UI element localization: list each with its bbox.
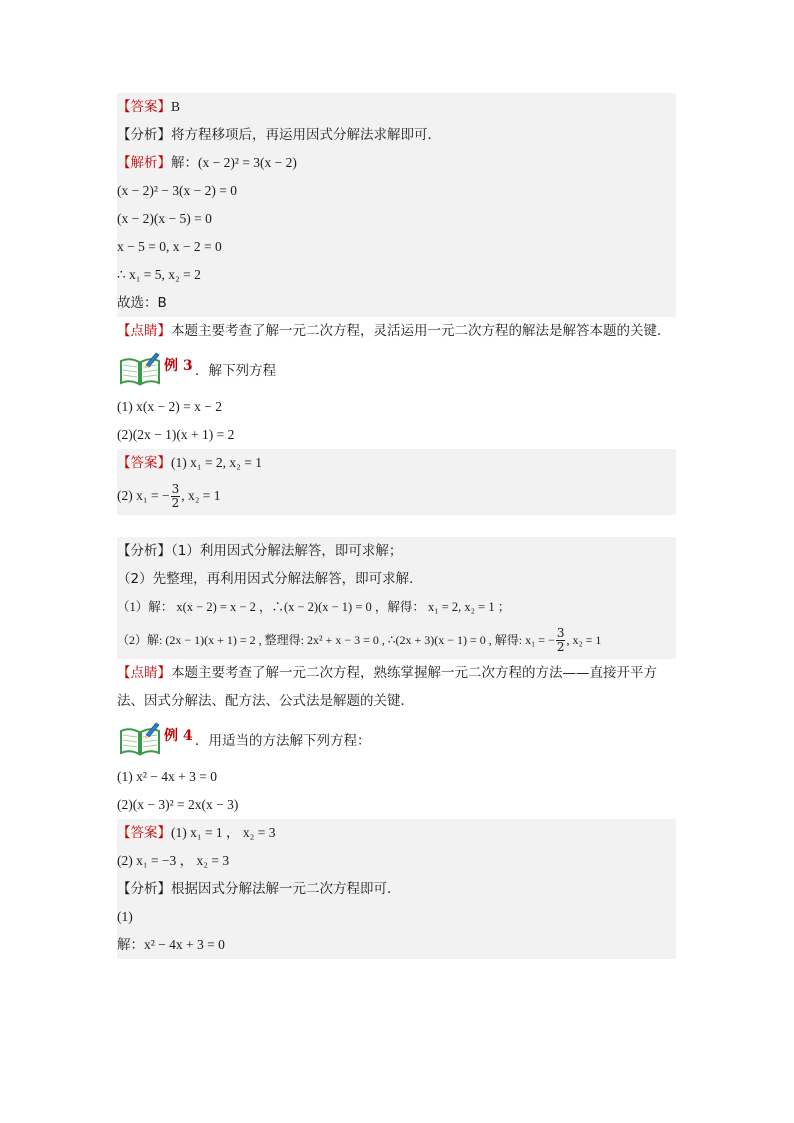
ex4-sol-lead: 解： bbox=[117, 937, 144, 953]
ex3-sol2-post: , x₂ = 1 bbox=[566, 633, 602, 647]
ex3-analysis-2 bbox=[117, 565, 676, 593]
ex3-analysis-1-text: （1）利用因式分解法解答，即可求解； bbox=[171, 543, 403, 559]
ex3-ans2-fraction bbox=[171, 483, 181, 510]
ex3-comment-text: 本题主要考查了解一元二次方程，熟练掌握解一元二次方程的方法——直接开平方法、因式分解法、配方法、公式法是解题的关键． bbox=[117, 665, 657, 709]
open-book-pencil-icon bbox=[118, 351, 162, 387]
solution-step-2 bbox=[117, 205, 676, 233]
choice-text: 故选：B bbox=[117, 295, 167, 311]
step-3-text: x − 5 = 0, x − 2 = 0 bbox=[117, 239, 222, 254]
choice-line bbox=[117, 289, 676, 317]
ex4-ans2-text: (2) x₁ = −3 ， x₂ = 3 bbox=[117, 853, 230, 868]
fraction-denominator: 2 bbox=[171, 496, 180, 510]
ex3-solution-1 bbox=[117, 593, 676, 621]
ex3-ans2-pre: (2) x₁ = − bbox=[117, 488, 170, 503]
ex3-answer-tag: 【答案】 bbox=[117, 455, 171, 471]
solution-step-4 bbox=[117, 261, 676, 289]
open-book-pencil-icon bbox=[118, 721, 162, 757]
ex4-answer-2 bbox=[117, 847, 676, 875]
example-3-label: 例 3 bbox=[164, 358, 193, 374]
ex4-analysis-tag: 【分析】 bbox=[117, 881, 171, 897]
ex3-question-2 bbox=[117, 421, 676, 449]
analysis-line bbox=[117, 121, 676, 149]
answer-value: B bbox=[171, 99, 181, 114]
ex4-q1-text: (1) x² − 4x + 3 = 0 bbox=[117, 769, 218, 784]
ex4-ans1-text: (1) x₁ = 1 ， x₂ = 3 bbox=[171, 825, 276, 840]
ex4-analysis-text: 根据因式分解法解一元二次方程即可． bbox=[171, 881, 401, 897]
analysis-text: 将方程移项后，再运用因式分解法求解即可． bbox=[171, 127, 441, 143]
comment-block bbox=[117, 317, 676, 345]
ex4-part-label: (1) bbox=[117, 909, 133, 924]
fraction-denominator: 2 bbox=[556, 640, 565, 654]
example-4-header bbox=[117, 719, 676, 761]
ex3-answer-2 bbox=[117, 477, 676, 515]
ex3-analysis-tag: 【分析】 bbox=[117, 543, 171, 559]
ex3-question-1 bbox=[117, 393, 676, 421]
ex3-comment-block bbox=[117, 659, 676, 715]
step-1-text: (x − 2)² − 3(x − 2) = 0 bbox=[117, 183, 237, 198]
fraction-numerator: 3 bbox=[556, 626, 565, 640]
solution-step-1 bbox=[117, 177, 676, 205]
ex3-comment-tag: 【点睛】 bbox=[117, 665, 171, 681]
spacer bbox=[117, 515, 676, 537]
analysis-tag: 【分析】 bbox=[117, 127, 171, 143]
ex3-sol2-fraction bbox=[556, 627, 566, 654]
solution-line bbox=[117, 149, 676, 177]
solution-equation: (x − 2)² = 3(x − 2) bbox=[198, 155, 297, 170]
solution-tag: 【解析】 bbox=[117, 155, 171, 171]
ex3-ans2-post: , x₂ = 1 bbox=[181, 488, 221, 503]
example-4-label: 例 4 bbox=[164, 728, 193, 744]
answer-tag: 【答案】 bbox=[117, 99, 171, 115]
example-3-title: ．解下列方程 bbox=[195, 363, 276, 379]
example-4-title: ．用适当的方法解下列方程： bbox=[195, 733, 371, 749]
example-3-header bbox=[117, 349, 676, 391]
solution-lead: 解： bbox=[171, 155, 198, 171]
solution-step-3 bbox=[117, 233, 676, 261]
ex3-q1-text: (1) x(x − 2) = x − 2 bbox=[117, 399, 222, 414]
ex4-solution bbox=[117, 931, 676, 959]
step-2-text: (x − 2)(x − 5) = 0 bbox=[117, 211, 212, 226]
ex4-answer-1 bbox=[117, 819, 676, 847]
ex3-sol1-text: （1）解： x(x − 2) = x − 2 ，∴(x − 2)(x − 1) = 0 ，解得： x₁ = 2, x₂ = 1 ； bbox=[117, 600, 511, 614]
ex3-analysis-2-text: （2）先整理，再利用因式分解法解答，即可求解． bbox=[117, 571, 423, 587]
ex4-part-1 bbox=[117, 903, 676, 931]
fraction-numerator: 3 bbox=[171, 482, 180, 496]
ex3-solution-2 bbox=[117, 621, 676, 659]
document-page bbox=[117, 93, 676, 959]
ex4-analysis bbox=[117, 875, 676, 903]
ex4-sol-equation: x² − 4x + 3 = 0 bbox=[144, 937, 225, 952]
ex3-q2-text: (2)(2x − 1)(x + 1) = 2 bbox=[117, 427, 235, 442]
comment-tag: 【点睛】 bbox=[117, 323, 171, 339]
ex4-q2-text: (2)(x − 3)² = 2x(x − 3) bbox=[117, 797, 239, 812]
comment-text: 本题主要考查了解一元二次方程，灵活运用一元二次方程的解法是解答本题的关键． bbox=[171, 323, 671, 339]
answer-line bbox=[117, 93, 676, 121]
ex3-sol2-pre: （2）解: (2x − 1)(x + 1) = 2 , 整理得: 2x² + x − 3 = 0 , ∴(2x + 3)(x − 1) = 0 , 解得: x₁ = − bbox=[117, 633, 555, 647]
step-4-text: ∴ x₁ = 5, x₂ = 2 bbox=[117, 267, 201, 282]
ex4-answer-tag: 【答案】 bbox=[117, 825, 171, 841]
ex3-answer-1 bbox=[117, 449, 676, 477]
ex4-question-2 bbox=[117, 791, 676, 819]
ex3-ans1-text: (1) x₁ = 2, x₂ = 1 bbox=[171, 455, 263, 470]
ex3-analysis-1 bbox=[117, 537, 676, 565]
ex4-question-1 bbox=[117, 763, 676, 791]
